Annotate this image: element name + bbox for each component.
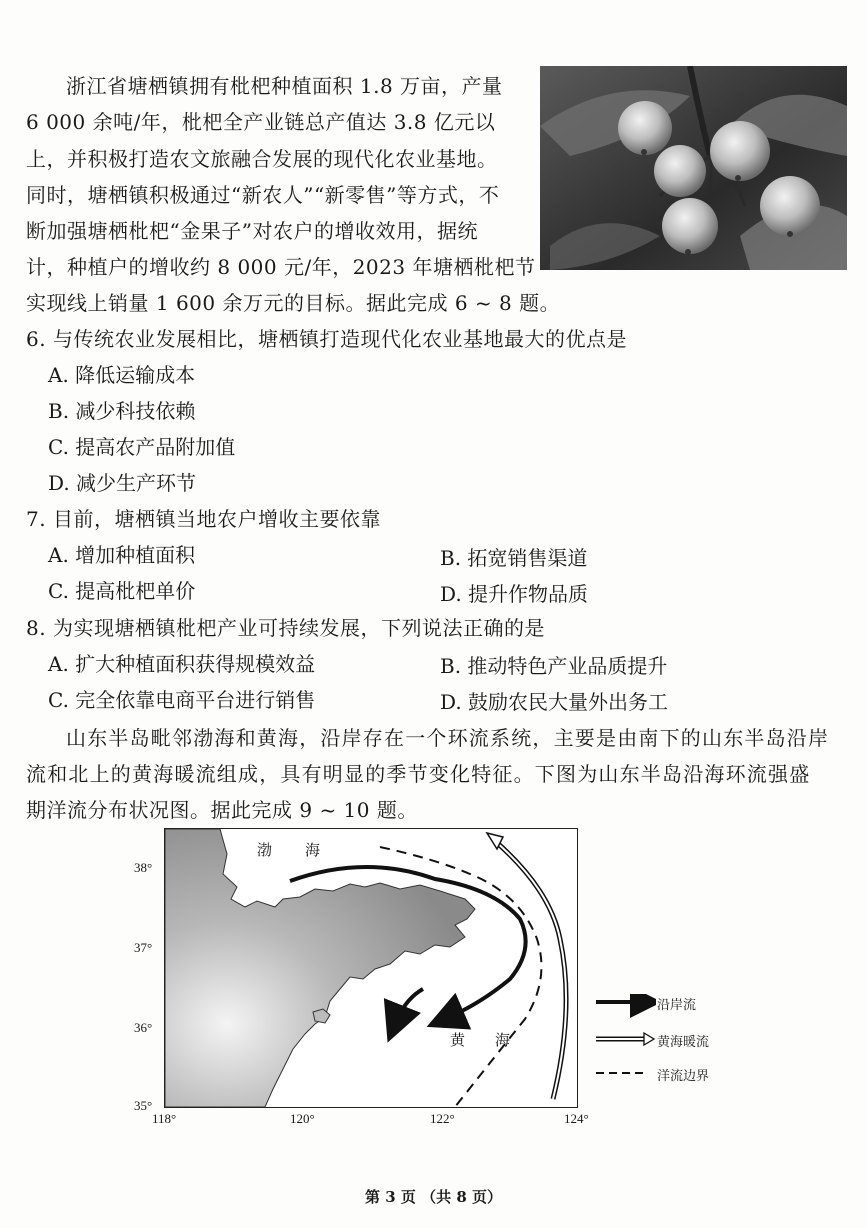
label-bohai-2: 海 xyxy=(305,841,321,859)
lat-tick-37: 37° xyxy=(134,940,153,955)
q7-option-a[interactable]: A. 增加种植面积 xyxy=(48,543,196,567)
intro1-line: 同时，塘栖镇积极通过“新农人”“新零售”等方式，不 xyxy=(26,183,500,207)
lon-tick-120: 120° xyxy=(290,1111,315,1126)
intro2-line: 期洋流分布状况图。据此完成 9 ~ 10 题。 xyxy=(26,798,418,822)
intro2-line: 山东半岛毗邻渤海和黄海，沿岸存在一个环流系统，主要是由南下的山东半岛沿岸 xyxy=(66,726,830,750)
page-footer: 第 3 页 （共 8 页） xyxy=(365,1188,502,1206)
legend-warm-current: 黄海暖流 xyxy=(657,1035,710,1050)
label-bohai-1: 渤 xyxy=(257,841,273,859)
intro2-line: 流和北上的黄海暖流组成，具有明显的季节变化特征。下图为山东半岛沿海环流强盛 xyxy=(26,762,811,786)
intro1-line: 计，种植户的增收约 8 000 元/年，2023 年塘栖枇杷节 xyxy=(26,255,536,279)
q6-option-a[interactable]: A. 降低运输成本 xyxy=(48,363,196,387)
label-huanghai-1: 黄 xyxy=(450,1031,466,1049)
q6-option-c[interactable]: C. 提高农产品附加值 xyxy=(48,435,236,459)
legend-boundary: 洋流边界 xyxy=(657,1069,710,1084)
q7-option-d[interactable]: D. 提升作物品质 xyxy=(440,582,589,606)
lat-tick-36: 36° xyxy=(134,1020,153,1035)
q6-option-d[interactable]: D. 减少生产环节 xyxy=(48,471,197,495)
q7-option-c[interactable]: C. 提高枇杷单价 xyxy=(48,579,196,603)
lon-tick-118: 118° xyxy=(152,1111,177,1126)
q8-option-d[interactable]: D. 鼓励农民大量外出务工 xyxy=(440,690,669,714)
q6-option-b[interactable]: B. 减少科技依赖 xyxy=(48,399,196,423)
intro1-line: 6 000 余吨/年，枇杷全产业链总产值达 3.8 亿元以 xyxy=(26,110,496,134)
q8-option-a[interactable]: A. 扩大种植面积获得规模效益 xyxy=(48,652,316,676)
intro1-line: 浙江省塘栖镇拥有枇杷种植面积 1.8 万亩，产量 xyxy=(66,74,503,98)
q6-stem: 6. 与传统农业发展相比，塘栖镇打造现代化农业基地最大的优点是 xyxy=(26,327,627,351)
lon-tick-124: 124° xyxy=(564,1111,589,1126)
q8-option-c[interactable]: C. 完全依靠电商平台进行销售 xyxy=(48,688,316,712)
q7-stem: 7. 目前，塘栖镇当地农户增收主要依靠 xyxy=(26,507,381,531)
q7-option-b[interactable]: B. 拓宽销售渠道 xyxy=(440,546,588,570)
current-map xyxy=(164,828,578,1108)
loquat-photo xyxy=(540,66,847,270)
coastal-current-branch xyxy=(395,989,423,1024)
intro1-line: 上，并积极打造农文旅融合发展的现代化农业基地。 xyxy=(26,147,498,171)
intro1-line: 断加强塘栖枇杷“金果子”对农户的增收效用，据统 xyxy=(26,219,478,243)
lon-tick-122: 122° xyxy=(430,1111,455,1126)
q8-option-b[interactable]: B. 推动特色产业品质提升 xyxy=(440,654,668,678)
label-huanghai-2: 海 xyxy=(495,1031,511,1049)
lat-tick-38: 38° xyxy=(134,860,153,875)
intro1-line: 实现线上销量 1 600 余万元的目标。据此完成 6 ~ 8 题。 xyxy=(26,291,561,315)
q8-stem: 8. 为实现塘栖镇枇杷产业可持续发展，下列说法正确的是 xyxy=(26,616,545,640)
legend-coastal-current: 沿岸流 xyxy=(657,998,697,1013)
lat-tick-35: 35° xyxy=(134,1098,153,1113)
